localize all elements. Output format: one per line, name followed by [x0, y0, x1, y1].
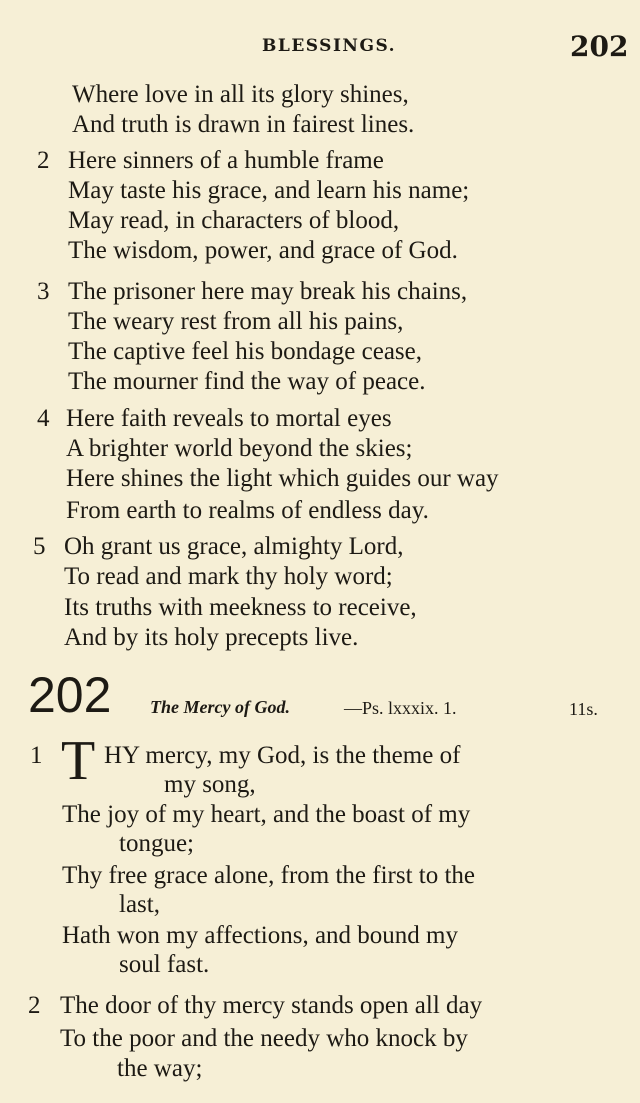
verse-line: my song,: [164, 771, 256, 798]
verse-line: Hath won my affections, and bound my: [62, 922, 458, 949]
verse-line: The joy of my heart, and the boast of my: [62, 801, 471, 828]
hymn-meter: 11s.: [569, 699, 598, 719]
verse-line: The wisdom, power, and grace of God.: [68, 237, 458, 264]
verse-line: the way;: [117, 1055, 203, 1082]
stanza-number: 4: [37, 405, 50, 432]
stanza-number: 2: [37, 147, 50, 174]
verse-line: last,: [119, 891, 160, 918]
stanza-number: 5: [33, 533, 46, 560]
verse-line: The door of thy mercy stands open all day: [60, 992, 483, 1019]
verse-line: May read, in characters of blood,: [68, 207, 400, 234]
verse-line: A brighter world beyond the skies;: [66, 435, 413, 462]
scripture-reference: —Ps. lxxxix. 1.: [344, 698, 457, 718]
hymn-title: The Mercy of God.: [150, 697, 290, 717]
verse-line: And by its holy precepts live.: [64, 624, 359, 651]
verse-line: To the poor and the needy who knock by: [60, 1025, 468, 1052]
running-head: BLESSINGS.: [262, 36, 397, 56]
stanza-number: 3: [37, 278, 50, 305]
drop-capital: T: [61, 730, 96, 792]
verse-line: Here faith reveals to mortal eyes: [66, 405, 392, 432]
verse-line: The mourner find the way of peace.: [68, 368, 426, 395]
stanza-number: 2: [28, 992, 41, 1019]
verse-line: HY mercy, my God, is the theme of: [104, 742, 461, 769]
verse-line: To read and mark thy holy word;: [64, 563, 393, 590]
verse-line: Where love in all its glory shines,: [72, 81, 409, 108]
verse-line: tongue;: [119, 830, 194, 857]
verse-line: Thy free grace alone, from the first to the: [62, 862, 476, 889]
verse-line: The prisoner here may break his chains,: [68, 278, 468, 305]
verse-line: Here shines the light which guides our way: [66, 465, 499, 492]
page-number: 202: [570, 30, 629, 63]
verse-line: Here sinners of a humble frame: [68, 147, 384, 174]
verse-line: soul fast.: [119, 951, 210, 978]
verse-line: And truth is drawn in fairest lines.: [72, 111, 415, 138]
verse-line: The weary rest from all his pains,: [68, 308, 404, 335]
verse-line: From earth to realms of endless day.: [66, 497, 429, 524]
hymn-number: 202: [28, 667, 112, 723]
verse-line: May taste his grace, and learn his name;: [68, 177, 470, 204]
verse-line: The captive feel his bondage cease,: [68, 338, 422, 365]
stanza-number: 1: [30, 742, 43, 769]
verse-line: Its truths with meekness to receive,: [64, 594, 417, 621]
verse-line: Oh grant us grace, almighty Lord,: [64, 533, 404, 560]
